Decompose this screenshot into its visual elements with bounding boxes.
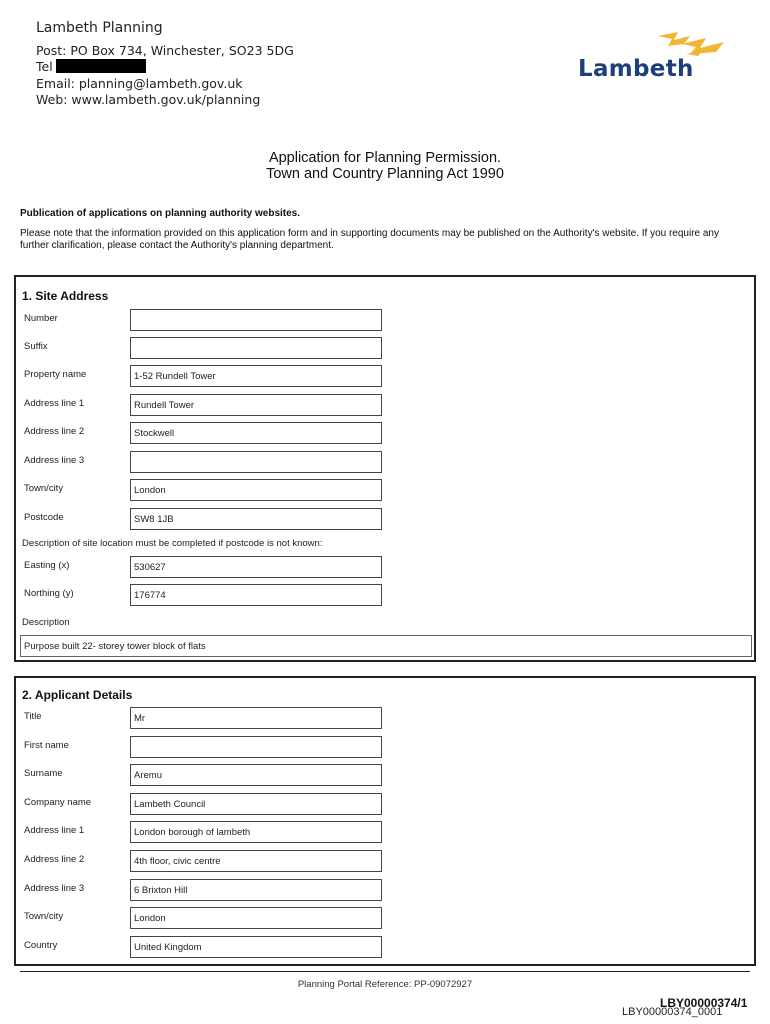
easting-row <box>22 556 382 580</box>
title-line-2: Town and Country Planning Act 1990 <box>266 166 504 182</box>
first-name-field[interactable] <box>130 736 382 758</box>
location-note: Description of site location must be completed if postcode is not known: <box>22 538 323 549</box>
redaction-bar <box>56 59 146 73</box>
applicant-address-line1-row <box>22 821 382 845</box>
easting-field[interactable]: 530627 <box>130 556 382 578</box>
contact-header <box>36 20 294 109</box>
portal-reference: Planning Portal Reference: PP-09072927 <box>297 979 473 990</box>
surname-field[interactable]: Aremu <box>130 764 382 786</box>
document-code-secondary: LBY00000374_0001 <box>622 1006 723 1018</box>
company-name-row <box>22 793 382 817</box>
site-address-line3-field[interactable] <box>130 451 382 473</box>
tel-line <box>36 59 294 76</box>
description-label: Description <box>22 617 70 628</box>
site-address-title: 1. Site Address <box>22 289 109 303</box>
applicant-address-line1-field[interactable]: London borough of lambeth <box>130 821 382 843</box>
field-label: Company name <box>24 797 92 808</box>
post-address: Post: PO Box 734, Winchester, SO23 5DG <box>36 42 294 58</box>
site-address-line2-row <box>22 422 382 446</box>
field-label: Address line 2 <box>24 854 85 865</box>
applicant-address-line3-field[interactable]: 6 Brixton Hill <box>130 879 382 901</box>
applicant-country-row <box>22 936 382 960</box>
field-label: Address line 2 <box>24 426 85 437</box>
field-label: Surname <box>24 768 63 779</box>
site-address-line2-field[interactable]: Stockwell <box>130 422 382 444</box>
northing-row <box>22 584 382 608</box>
field-label: First name <box>24 740 69 751</box>
site-address-line3-row <box>22 451 382 475</box>
site-postcode-field[interactable]: SW8 1JB <box>130 508 382 530</box>
applicant-title-row <box>22 707 382 731</box>
northing-field[interactable]: 176774 <box>130 584 382 606</box>
title-line-1: Application for Planning Permission. <box>268 150 502 166</box>
property-name-field[interactable]: 1-52 Rundell Tower <box>130 365 382 387</box>
site-address-section <box>14 275 756 662</box>
company-name-field[interactable]: Lambeth Council <box>130 793 382 815</box>
site-suffix-row <box>22 337 382 361</box>
document-code-primary: LBY00000374/1 <box>660 996 748 1010</box>
description-field[interactable]: Purpose built 22- storey tower block of flats <box>20 635 752 657</box>
site-town-field[interactable]: London <box>130 479 382 501</box>
site-number-field[interactable] <box>130 309 382 331</box>
site-postcode-row <box>22 508 382 532</box>
field-label: Easting (x) <box>24 560 70 571</box>
field-label: Number <box>24 313 58 324</box>
field-label: Address line 3 <box>24 883 85 894</box>
field-label: Suffix <box>24 341 48 352</box>
applicant-address-line2-row <box>22 850 382 874</box>
field-label: Postcode <box>24 512 64 523</box>
field-label: Property name <box>24 369 87 380</box>
publication-heading: Publication of applications on planning authority websites. <box>20 208 301 219</box>
site-number-row <box>22 309 382 333</box>
publication-text: Please note that the information provided on this application form and in supporting documents may be published on the Authority's website. If you require any further clarification, please contact the Authority's planning department. <box>20 228 719 251</box>
applicant-town-row <box>22 907 382 931</box>
applicant-address-line3-row <box>22 879 382 903</box>
first-name-row <box>22 736 382 760</box>
site-address-line1-field[interactable]: Rundell Tower <box>130 394 382 416</box>
site-town-row <box>22 479 382 503</box>
applicant-country-field[interactable]: United Kingdom <box>130 936 382 958</box>
site-suffix-field[interactable] <box>130 337 382 359</box>
footer-divider <box>20 971 750 972</box>
field-label: Title <box>24 711 42 722</box>
field-label: Country <box>24 940 58 951</box>
surname-row <box>22 764 382 788</box>
property-name-row <box>22 365 382 389</box>
document-title <box>0 150 770 182</box>
field-label: Northing (y) <box>24 588 74 599</box>
applicant-details-section <box>14 676 756 966</box>
applicant-town-field[interactable]: London <box>130 907 382 929</box>
applicant-address-line2-field[interactable]: 4th floor, civic centre <box>130 850 382 872</box>
field-label: Town/city <box>24 911 64 922</box>
field-label: Address line 1 <box>24 825 85 836</box>
field-label: Town/city <box>24 483 64 494</box>
logo-wordmark: Lambeth <box>578 56 694 82</box>
site-address-line1-row <box>22 394 382 418</box>
email-line: Email: planning@lambeth.gov.uk <box>36 75 243 91</box>
tel-label: Tel <box>36 59 53 74</box>
web-line: Web: www.lambeth.gov.uk/planning <box>36 92 261 107</box>
applicant-details-title: 2. Applicant Details <box>22 688 133 702</box>
org-name: Lambeth Planning <box>36 20 163 36</box>
field-label: Address line 3 <box>24 455 85 466</box>
applicant-title-field[interactable]: Mr <box>130 707 382 729</box>
field-label: Address line 1 <box>24 398 85 409</box>
